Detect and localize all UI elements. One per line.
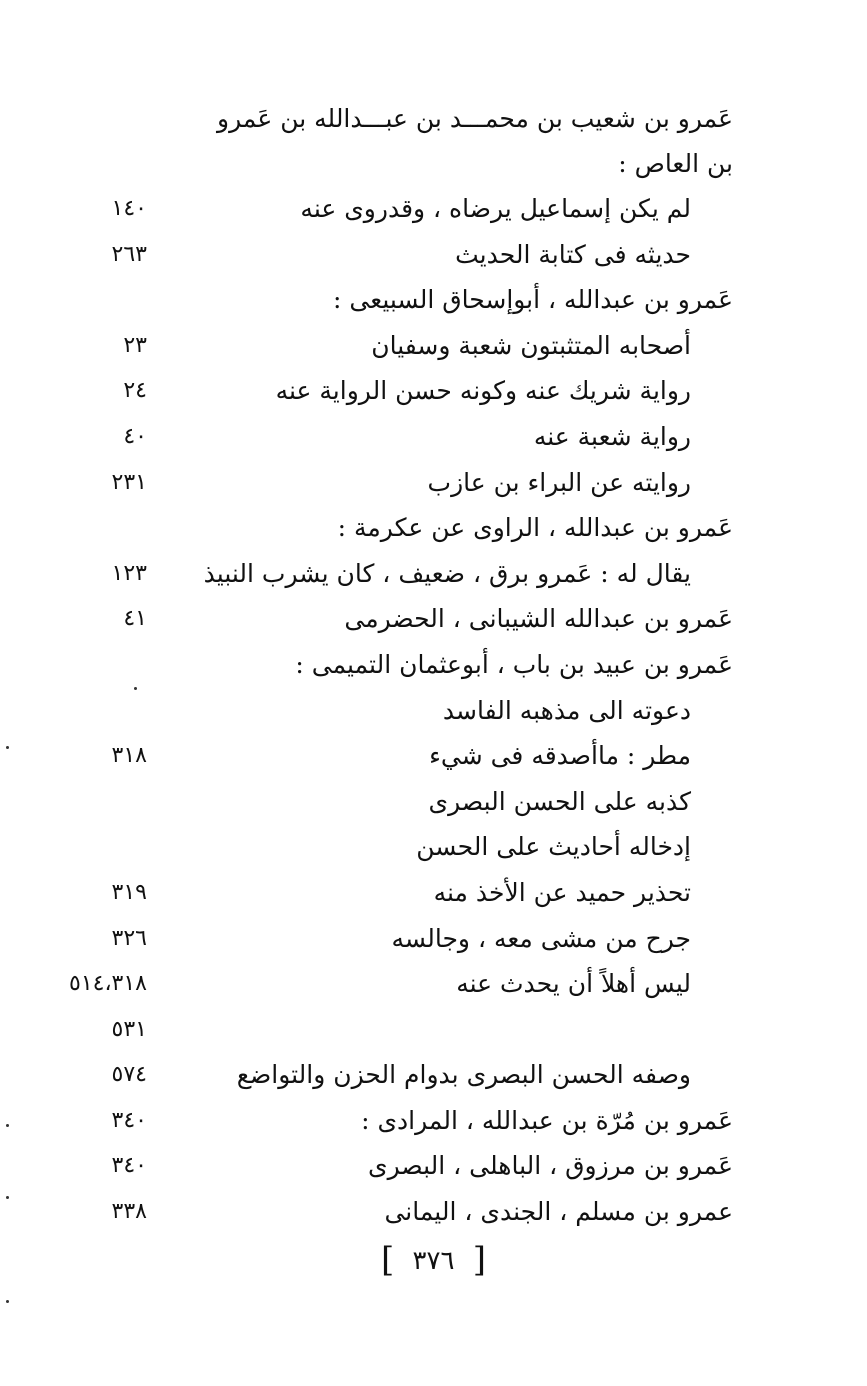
folio-right-bracket: ] — [472, 1240, 486, 1280]
scan-speck — [6, 746, 9, 749]
subentry-text: رواية شريك عنه وكونه حسن الرواية عنه — [275, 376, 691, 406]
subentry-text: حديثه فى كتابة الحديث — [455, 239, 691, 269]
index-entry — [0, 1099, 867, 1145]
index-subentry — [0, 415, 867, 461]
index-entry — [0, 96, 867, 187]
index-subentry — [0, 689, 867, 735]
page-reference: ٤٠ — [123, 423, 147, 449]
index-subentry — [0, 780, 867, 826]
subentry-text: روايته عن البراء بن عازب — [427, 467, 691, 497]
page-number — [0, 1240, 867, 1281]
page-reference: ٢٣ — [123, 332, 147, 358]
subentry-text: وصفه الحسن البصرى بدوام الحزن والتواضع — [236, 1060, 691, 1090]
page-reference: ١٤٠ — [111, 196, 147, 221]
index-subentry — [0, 734, 867, 780]
index-subentry — [0, 461, 867, 507]
index-subentry — [0, 187, 867, 233]
index-entry — [0, 597, 867, 643]
index-subentry — [0, 917, 867, 963]
entry-name: عَمرو بن عبدالله الشيبانى ، الحضرمى — [344, 604, 733, 634]
page-reference: ١٢٣ — [111, 560, 147, 586]
page-reference: ٣٤٠ — [111, 1107, 147, 1133]
page-reference: ٢٣١ — [111, 469, 147, 495]
scan-speck — [6, 1124, 9, 1127]
scan-speck — [134, 687, 137, 690]
page-reference: ٥٣١ — [111, 1016, 147, 1042]
entry-name: عَمرو بن عبيد بن باب ، أبوعثمان التميمى : — [295, 649, 733, 679]
entry-name: عَمرو بن مُرّة بن عبدالله ، المرادى : — [361, 1105, 733, 1135]
entry-name: عَمرو بن مرزوق ، الباهلى ، البصرى — [368, 1151, 733, 1181]
folio-number: ٣٧٦ — [412, 1246, 455, 1276]
page-reference: ٣٢٦ — [111, 925, 147, 951]
entry-name: عَمرو بن عبدالله ، الراوى عن عكرمة : — [337, 513, 733, 543]
subentry-text: تحذير حميد عن الأخذ منه — [433, 877, 691, 907]
subentry-text: يقال له : عَمرو برق ، ضعيف ، كان يشرب النبيذ — [203, 558, 691, 588]
subentry-text: جرح من مشى معه ، وجالسه — [391, 923, 691, 953]
index-entry — [0, 278, 867, 324]
page-reference: ٢٦٣ — [111, 241, 147, 267]
index-subentry — [0, 1008, 867, 1054]
subentry-text: رواية شعبة عنه — [533, 421, 691, 451]
subentry-text: ليس أهلاً أن يحدث عنه — [456, 969, 691, 999]
index-subentry — [0, 369, 867, 415]
page-reference: ٣٤٠ — [111, 1153, 147, 1179]
index-subentry — [0, 233, 867, 279]
page-reference: ٣١٩ — [111, 879, 147, 905]
index-subentry — [0, 552, 867, 598]
subentry-text: أصحابه المتثبتون شعبة وسفيان — [371, 330, 691, 360]
subentry-text: كذبه على الحسن البصرى — [428, 786, 691, 816]
index-entry — [0, 643, 867, 689]
index-subentry — [0, 962, 867, 1008]
index-entry — [0, 506, 867, 552]
page-reference: ٢٤ — [123, 378, 147, 404]
index-entry — [0, 1144, 867, 1190]
index-entry — [0, 1190, 867, 1236]
subentry-text: إدخاله أحاديث على الحسن — [416, 832, 691, 862]
page-reference: ٤١ — [123, 606, 147, 632]
folio-left-bracket: [ — [381, 1240, 395, 1280]
scan-speck — [6, 1196, 9, 1199]
scan-speck — [6, 1300, 9, 1303]
index-subentry — [0, 825, 867, 871]
subentry-text: لم يكن إسماعيل يرضاه ، وقدروى عنه — [300, 194, 691, 223]
name-index-list — [0, 96, 867, 1236]
page-reference: ٣١٨ — [111, 743, 147, 769]
entry-name: عَمرو بن عبدالله ، أبوإسحاق السبيعى : — [333, 285, 733, 315]
index-subentry — [0, 871, 867, 917]
entry-name: عمرو بن مسلم ، الجندى ، اليمانى — [384, 1197, 733, 1227]
index-subentry — [0, 324, 867, 370]
page-reference: ٥٧٤ — [111, 1062, 147, 1088]
index-subentry — [0, 1053, 867, 1099]
subentry-text: دعوته الى مذهبه الفاسد — [442, 695, 691, 725]
page-reference: ٥١٤،٣١٨ — [69, 971, 147, 997]
page-reference: ٣٣٨ — [111, 1199, 147, 1225]
entry-name: عَمرو بن شعيب بن محمـــد بن عبـــدالله بن عَمرو بن العاص : — [217, 104, 733, 178]
subentry-text: مطر : ماأصدقه فى شيء — [429, 741, 691, 771]
